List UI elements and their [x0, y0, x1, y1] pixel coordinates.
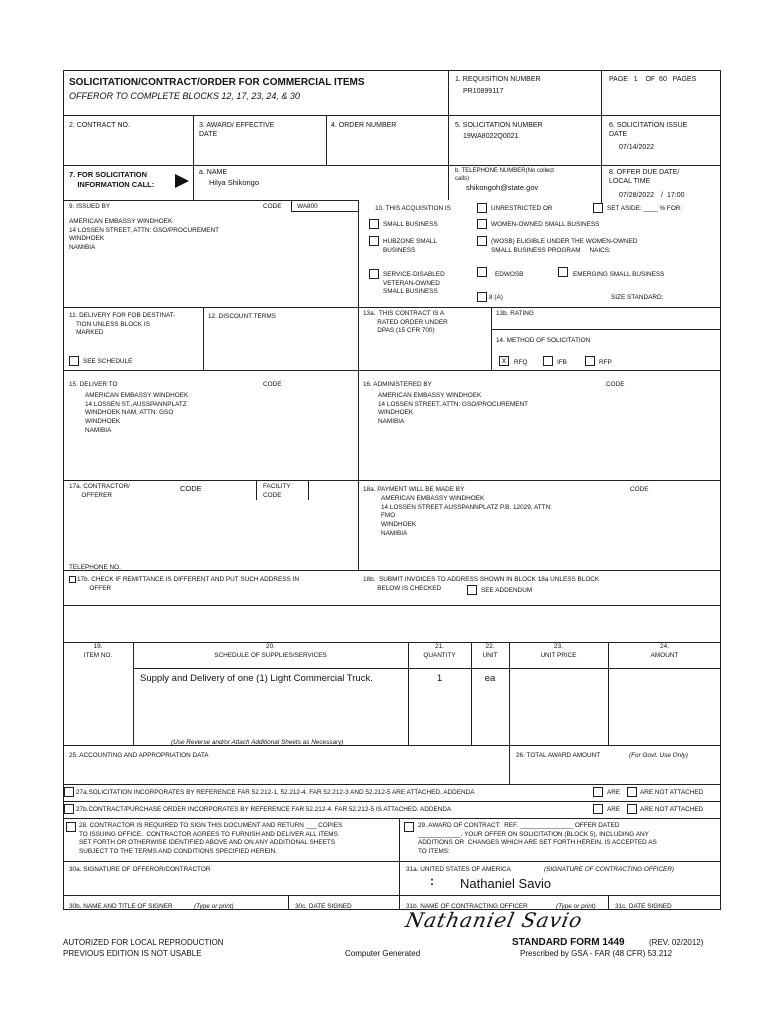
rule-2: [63, 165, 721, 166]
requisition-value[interactable]: PR10899117: [463, 88, 504, 95]
offer-due-date[interactable]: 07/28/2022: [619, 192, 655, 199]
rule-8: [63, 605, 721, 606]
contractor-sign-checkbox[interactable]: [66, 822, 76, 832]
footer-computer-generated: Computer Generated: [345, 949, 421, 958]
rule-4c: [491, 329, 721, 330]
form-1449: [63, 70, 721, 910]
v-r2a: [193, 115, 194, 200]
rfp-checkbox[interactable]: [585, 356, 595, 366]
are-not-27a-label: ARE NOT ATTACHED: [640, 789, 704, 796]
offer-due-separator: /: [661, 192, 663, 199]
footer-reproduction: AUTORIZED FOR LOCAL REPRODUCTION: [63, 938, 224, 947]
edwosb-label: EDWOSB: [495, 271, 524, 278]
for-solicitation-label: 7. FOR SOLICITATION INFORMATION CALL:: [69, 170, 155, 190]
award-date-label: 3. AWARD/ EFFECTIVE DATE: [199, 122, 275, 139]
arrow-right-icon: [175, 174, 189, 188]
payment-address: AMERICAN EMBASSY WINDHOEK 14 LOSSEN STREET AUSSPANNPLATZ P.B. 12029, ATTN: FMO WINDHOEK NAMIBIA: [381, 495, 552, 537]
v-28-29: [399, 818, 400, 910]
v-hdr1: [448, 70, 449, 165]
officer-date-label: 31c. DATE SIGNED: [615, 903, 672, 910]
issue-date-label: 6. SOLICITATION ISSUE DATE: [609, 122, 688, 139]
total-award-label: 26. TOTAL AWARD AMOUNT: [516, 752, 601, 759]
deliver-to-code-label: CODE: [263, 381, 282, 388]
rfp-label: RFP: [599, 359, 612, 366]
v-17-fac: [308, 480, 309, 500]
rule-4a: [63, 307, 358, 308]
administered-by-label: 16. ADMINISTERED BY: [363, 381, 432, 388]
footer-form-rev: (REV. 02/2012): [649, 938, 704, 947]
v-11-12: [203, 307, 204, 370]
eight-a-label: 8 (A): [489, 294, 503, 301]
are-27b-checkbox[interactable]: [593, 804, 603, 814]
usa-label: 31a. UNITED STATES OF AMERICA: [406, 866, 511, 873]
item-quantity: 1: [436, 673, 443, 684]
footer-prescribed: Prescribed by GSA - FAR (48 CFR) 53.212: [520, 949, 673, 958]
offeror-date-label: 30c. DATE SIGNED: [295, 903, 352, 910]
officer-name-label: 31b. NAME OF CONTRACTING OFFICER: [406, 903, 528, 910]
contractor-code-label: CODE: [180, 484, 202, 493]
signature-image: Nathaniel Savio: [403, 908, 586, 932]
telephone-no-label: TELEPHONE NO.: [69, 564, 121, 571]
officer-name-note: (Type or print): [556, 903, 596, 910]
acquisition-label: 10. THIS ACQUISITION IS: [375, 205, 451, 212]
sdvosb-label: SERVICE-DISABLED VETERAN-OWNED SMALL BUSINESS: [383, 271, 445, 296]
method-label: 14. METHOD OF SOLICITATION: [496, 337, 591, 344]
rule-11: [63, 801, 721, 802]
v-13: [491, 307, 492, 370]
eight-a-checkbox[interactable]: [477, 292, 487, 302]
small-business-label: SMALL BUSINESS: [383, 221, 438, 228]
order-no-label: 4. ORDER NUMBER: [331, 122, 397, 129]
border-top: [63, 70, 721, 71]
addenda-27a-checkbox[interactable]: [64, 787, 74, 797]
size-standard-label: SIZE STANDARD:: [611, 294, 664, 301]
discount-terms-label: 12. DISCOUNT TERMS: [208, 313, 276, 320]
col-amount: 24. AMOUNT: [650, 643, 679, 659]
addenda-27a-text: 27a.SOLICITATION INCORPORATES BY REFERENCE FAR 52.212-1, 52.212-4. FAR 52.212-3 AND 52.212-5 ARE ATTACHED. ADDENDA: [76, 789, 475, 796]
issue-date-value[interactable]: 07/14/2022: [619, 144, 655, 151]
name-value[interactable]: Hilya Shikongo: [209, 178, 260, 187]
signer-name-note: (Type or print): [194, 903, 234, 910]
rule-5: [63, 370, 721, 371]
are-27b-label: ARE: [607, 806, 621, 813]
item-unit: ea: [484, 673, 496, 684]
contractor-label: 17a. CONTRACTOR/ OFFERER: [69, 483, 130, 499]
administered-by-address: AMERICAN EMBASSY WINDHOEK 14 LOSSEN STREET, ATTN: GSO/PROCUREMENT WINDHOEK NAMIBIA: [378, 392, 529, 425]
col-unit-price: 23. UNIT PRICE: [540, 643, 577, 659]
addenda-27b-text: 27b.CONTRACT/PURCHASE ORDER INCORPORATES BY REFERENCE FAR 52.212-4. FAR 52.212-5 IS ATTACHED. ADDENDA: [76, 806, 452, 813]
women-owned-label: WOMEN-OWNED SMALL BUSINESS: [491, 221, 600, 228]
rule-13: [63, 861, 721, 862]
hubzone-label: HUBZONE SMALL BUSINESS: [383, 238, 437, 254]
hubzone-checkbox[interactable]: [369, 236, 379, 246]
col-quantity: 21. QUANTITY: [423, 643, 456, 659]
rule-9: [63, 745, 721, 746]
rule-1: [63, 115, 721, 116]
form-subtitle: OFFEROR TO COMPLETE BLOCKS 12, 17, 23, 24, & 30: [69, 91, 300, 101]
v-17-code: [256, 480, 257, 500]
issued-by-label: 9. ISSUED BY: [69, 203, 111, 210]
payment-code-label: CODE: [630, 486, 649, 493]
see-schedule-label: SEE SCHEDULE: [83, 358, 133, 365]
footer-previous-edition: PREVIOUS EDITION IS NOT USABLE: [63, 949, 202, 958]
delivery-fob-label: 11. DELIVERY FOR FOB DESTINAT- TION UNLESS BLOCK IS MARKED: [69, 312, 176, 337]
solicitation-no-value[interactable]: 19WA8022Q0021: [463, 133, 519, 140]
requisition-label: 1. REQUISITION NUMBER: [455, 76, 541, 83]
sdvosb-checkbox[interactable]: [369, 269, 379, 279]
rating-label: 13b. RATING: [496, 310, 534, 317]
ifb-checkbox[interactable]: [543, 356, 553, 366]
unrestricted-checkbox[interactable]: [477, 203, 487, 213]
v-main: [358, 200, 359, 570]
item-description: Supply and Delivery of one (1) Light Commercial Truck.: [140, 673, 373, 684]
schedule-note: (Use Reverse and/or Attach Additional Sheets as Necessary): [171, 739, 344, 746]
ifb-label: IFB: [557, 359, 567, 366]
award-contract-checkbox[interactable]: [404, 822, 414, 832]
v-r2b: [326, 115, 327, 165]
are-not-27b-checkbox[interactable]: [627, 804, 637, 814]
schedule-header-rule: [133, 668, 721, 669]
unrestricted-label: UNRESTRICTED OR: [491, 205, 553, 212]
solicitation-no-label: 5. SOLICITATION NUMBER: [455, 122, 543, 129]
are-27a-checkbox[interactable]: [593, 787, 603, 797]
contracting-officer-name: Nathaniel Savio: [460, 876, 552, 891]
contractor-sign-text: 28. CONTRACTOR IS REQUIRED TO SIGN THIS DOCUMENT AND RETURN ___ COPIES TO ISSUING OFFICE. CONTRACTOR AGREES TO FURNISH AND DELIVER ALL ITEMS SET FORTH OR OTHERWISE IDENTIFIED ABOVE AND ON ANY ADDITIONAL SHEETS SUBJECT TO THE TERMS AND CONDITIONS SPECIFIED HEREIN.: [79, 822, 343, 855]
telephone-value[interactable]: shikongoh@state.gov: [466, 183, 539, 192]
emerging-checkbox[interactable]: [558, 267, 568, 277]
addenda-27b-checkbox[interactable]: [64, 804, 74, 814]
rule-14: [63, 895, 721, 896]
remittance-checkbox[interactable]: [69, 576, 76, 583]
offeror-signature-label: 30a. SIGNATURE OF OFFEROR/CONTRACTOR: [69, 866, 211, 873]
remittance-label: 17b. CHECK IF REMITTANCE IS DIFFERENT AND PUT SUCH ADDRESS IN OFFER: [77, 576, 299, 592]
rule-12: [63, 818, 721, 819]
are-27a-label: ARE: [607, 789, 621, 796]
offer-due-time[interactable]: 17:00: [667, 192, 685, 199]
set-aside-checkbox[interactable]: [593, 203, 603, 213]
contract-no-label: 2. CONTRACT NO.: [69, 122, 130, 129]
rfq-label: RFQ: [514, 359, 528, 366]
accounting-label: 25. ACCOUNTING AND APPROPRIATION DATA: [69, 752, 209, 759]
usa-note: (SIGNATURE OF CONTRACTING OFFICER): [544, 866, 675, 873]
wosb-checkbox[interactable]: [477, 236, 487, 246]
small-business-checkbox[interactable]: [369, 219, 379, 229]
v-31c: [608, 895, 609, 910]
signer-name-label: 30b. NAME AND TITLE OF SIGNER: [69, 903, 173, 910]
col-item-no: 19. ITEM NO.: [83, 643, 113, 659]
wosb-label: (WOSB) ELIGIBLE UNDER THE WOMEN-OWNED SMALL BUSINESS PROGRAM NAICS:: [491, 238, 638, 254]
deliver-to-label: 15. DELIVER TO: [69, 381, 118, 388]
rule-7: [63, 570, 721, 571]
rule-6: [63, 480, 721, 481]
rule-4b: [358, 307, 721, 308]
v-hdr2: [601, 70, 602, 115]
v-26: [509, 745, 510, 784]
emerging-label: EMERGING SMALL BUSINESS: [573, 271, 665, 278]
submit-invoices-label: 18b. SUBMIT INVOICES TO ADDRESS SHOWN IN BLOCK 18a UNLESS BLOCK BELOW IS CHECKED: [363, 576, 600, 592]
rule-10: [63, 784, 721, 785]
facility-code-label: FACILITY CODE: [263, 483, 291, 499]
telephone-label: b. TELEPHONE NUMBER(No collect calls): [455, 168, 554, 183]
rated-order-label: 13a. THIS CONTRACT IS A RATED ORDER UNDER DPAS (15 CFR 700): [363, 310, 448, 335]
page-count: PAGE 1 OF 60 PAGES: [609, 76, 697, 83]
offer-due-label: 8. OFFER DUE DATE/ LOCAL TIME: [609, 169, 680, 186]
issued-by-code-value[interactable]: WA800: [297, 203, 318, 210]
v-30c: [288, 895, 289, 910]
edwosb-checkbox[interactable]: [477, 267, 487, 277]
name-label: a. NAME: [199, 169, 228, 176]
see-addendum-checkbox[interactable]: [467, 585, 477, 595]
col-unit: 22. UNIT: [482, 643, 498, 659]
award-contract-text: 29. AWARD OF CONTRACT: REF. _______________ OFFER DATED ____________. YOUR OFFER ON SOLICITATION (BLOCK 5), INCLUDING ANY ADDITIONS OR CHANGES WHICH ARE SET FORTH HEREIN, IS ACCEPTED AS TO ITEMS:: [418, 822, 657, 855]
v-r3a: [448, 165, 449, 200]
are-not-27b-label: ARE NOT ATTACHED: [640, 806, 704, 813]
footer-form-name: STANDARD FORM 1449: [512, 937, 625, 948]
total-award-note: (For Govt. Use Only): [629, 752, 688, 759]
see-addendum-label: SEE ADDENDUM: [481, 587, 533, 594]
rfq-checkbox[interactable]: x: [499, 356, 509, 366]
signature-mark-icon: :: [430, 874, 434, 888]
deliver-to-address: AMERICAN EMBASSY WINDHOEK 14 LOSSEN ST.,AUSSPANNPLATZ WINDHOEK NAM, ATTN: GSO WINDHOEK NAMIBIA: [85, 392, 189, 434]
set-aside-label: SET ASIDE: ____ % FOR:: [607, 205, 683, 212]
are-not-27a-checkbox[interactable]: [627, 787, 637, 797]
v-r2c: [601, 115, 602, 207]
form-title: SOLICITATION/CONTRACT/ORDER FOR COMMERCIAL ITEMS: [69, 77, 365, 88]
see-schedule-checkbox[interactable]: [69, 356, 79, 366]
administered-by-code-label: CODE: [606, 381, 625, 388]
payment-by-label: 18a. PAYMENT WILL BE MADE BY: [363, 486, 465, 493]
women-owned-checkbox[interactable]: [477, 219, 487, 229]
issued-by-address: AMERICAN EMBASSY WINDHOEK 14 LOSSEN STREET, ATTN: GSO/PROCUREMENT WINDHOEK NAMIBIA: [69, 218, 220, 251]
col-schedule: 20. SCHEDULE OF SUPPLIES/SERVICES: [214, 643, 327, 659]
issued-by-code-label: CODE: [263, 203, 282, 210]
